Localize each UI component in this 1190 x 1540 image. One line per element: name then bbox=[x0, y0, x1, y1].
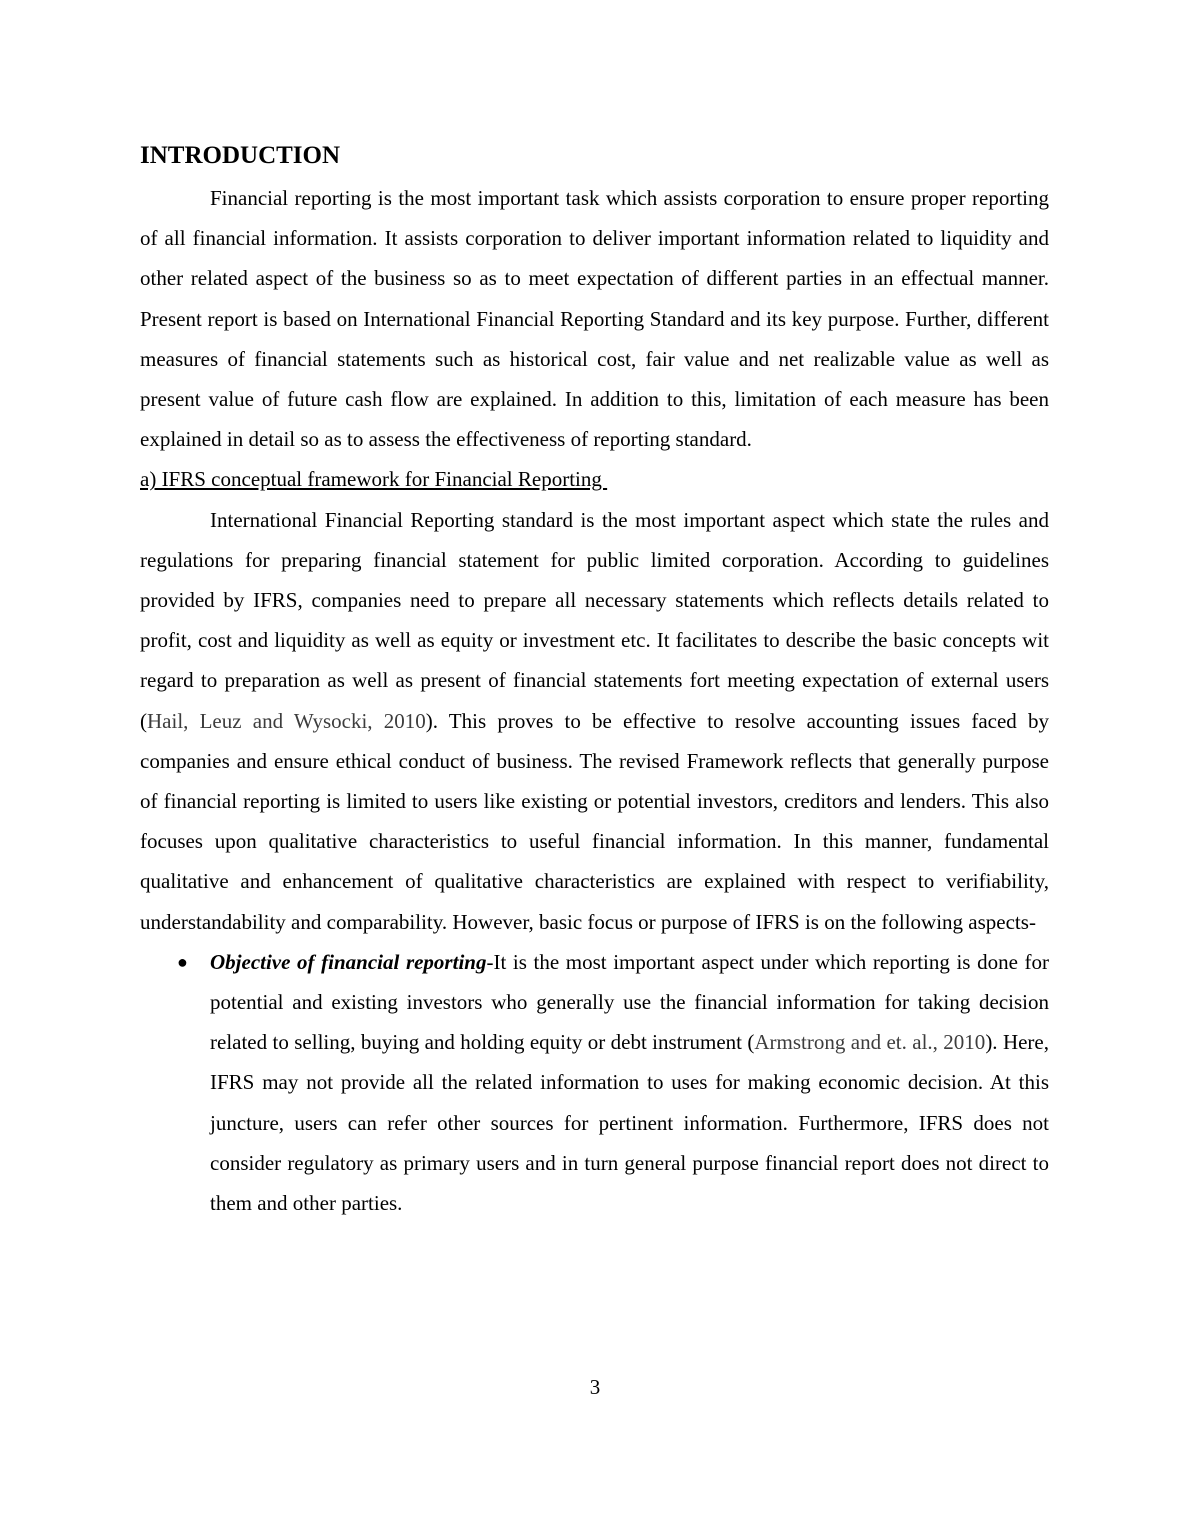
section-a-text-part1: International Financial Reporting standard is the most important aspect which state the rules and regulations for preparing financial statement for public limited corporation. According to guidelines provided by IFRS, companies need to prepare all necessary statements which reflects details related to profit, cost and liquidity as well as equity or investment etc. It facilitates to describe the basic concepts wit regard to preparation as well as present of financial statements fort meeting expectation of external users ( bbox=[140, 507, 1049, 733]
citation-hail-leuz-wysocki: Hail, Leuz and Wysocki, 2010 bbox=[147, 708, 426, 733]
bullet-dot-icon: ● bbox=[177, 951, 188, 972]
bullet-text-part2: ). Here, IFRS may not provide all the related information to uses for making economic decision. At this juncture, users can refer other sources for pertinent information. Furthermore, IFRS does not consider regulatory as primary users and in turn general purpose financial report does not direct to them and other parties. bbox=[210, 1030, 1049, 1216]
section-a-text-part2: ). This proves to be effective to resolve accounting issues faced by companies and ensure ethical conduct of business. The revised Framework reflects that generally purpose of financial reporting is limited to users like existing or potential investors, creditors and lenders. This also focuses upon qualitative characteristics to useful financial information. In this manner, fundamental qualitative and enhancement of qualitative characteristics are explained with respect to verifiability, understandability and comparability. However, basic focus or purpose of IFRS is on the following aspects- bbox=[140, 708, 1049, 934]
document-page bbox=[140, 138, 1049, 1223]
bullet-text-part1: -It is the most important aspect under which reporting is done for potential and existing investors who generally use the financial information for taking decision related to selling, buying and holding equity or debt instrument ( bbox=[210, 949, 1049, 1055]
citation-armstrong: Armstrong and et. al., 2010 bbox=[754, 1030, 986, 1055]
section-heading-introduction: INTRODUCTION bbox=[140, 142, 341, 169]
bullet-item-objective bbox=[177, 942, 1049, 1223]
section-a-heading-text: a) IFRS conceptual framework for Financial Reporting bbox=[140, 467, 608, 492]
section-a-heading bbox=[140, 459, 1049, 499]
section-a-paragraph bbox=[140, 500, 1049, 942]
intro-paragraph: Financial reporting is the most important task which assists corporation to ensure proper reporting of all financial information. It assists corporation to deliver important information related to liquidity and other related aspect of the business so as to meet expectation of different parties in an effectual manner. Present report is based on International Financial Reporting Standard and its key purpose. Further, different measures of financial statements such as historical cost, fair value and net realizable value as well as present value of future cash flow are explained. In addition to this, limitation of each measure has been explained in detail so as to assess the effectiveness of reporting standard. bbox=[140, 186, 1049, 452]
page-number: 3 bbox=[589, 1375, 601, 1399]
aspects-bullet-list bbox=[140, 942, 1049, 1223]
bullet-title: Objective of financial reporting bbox=[210, 949, 487, 974]
